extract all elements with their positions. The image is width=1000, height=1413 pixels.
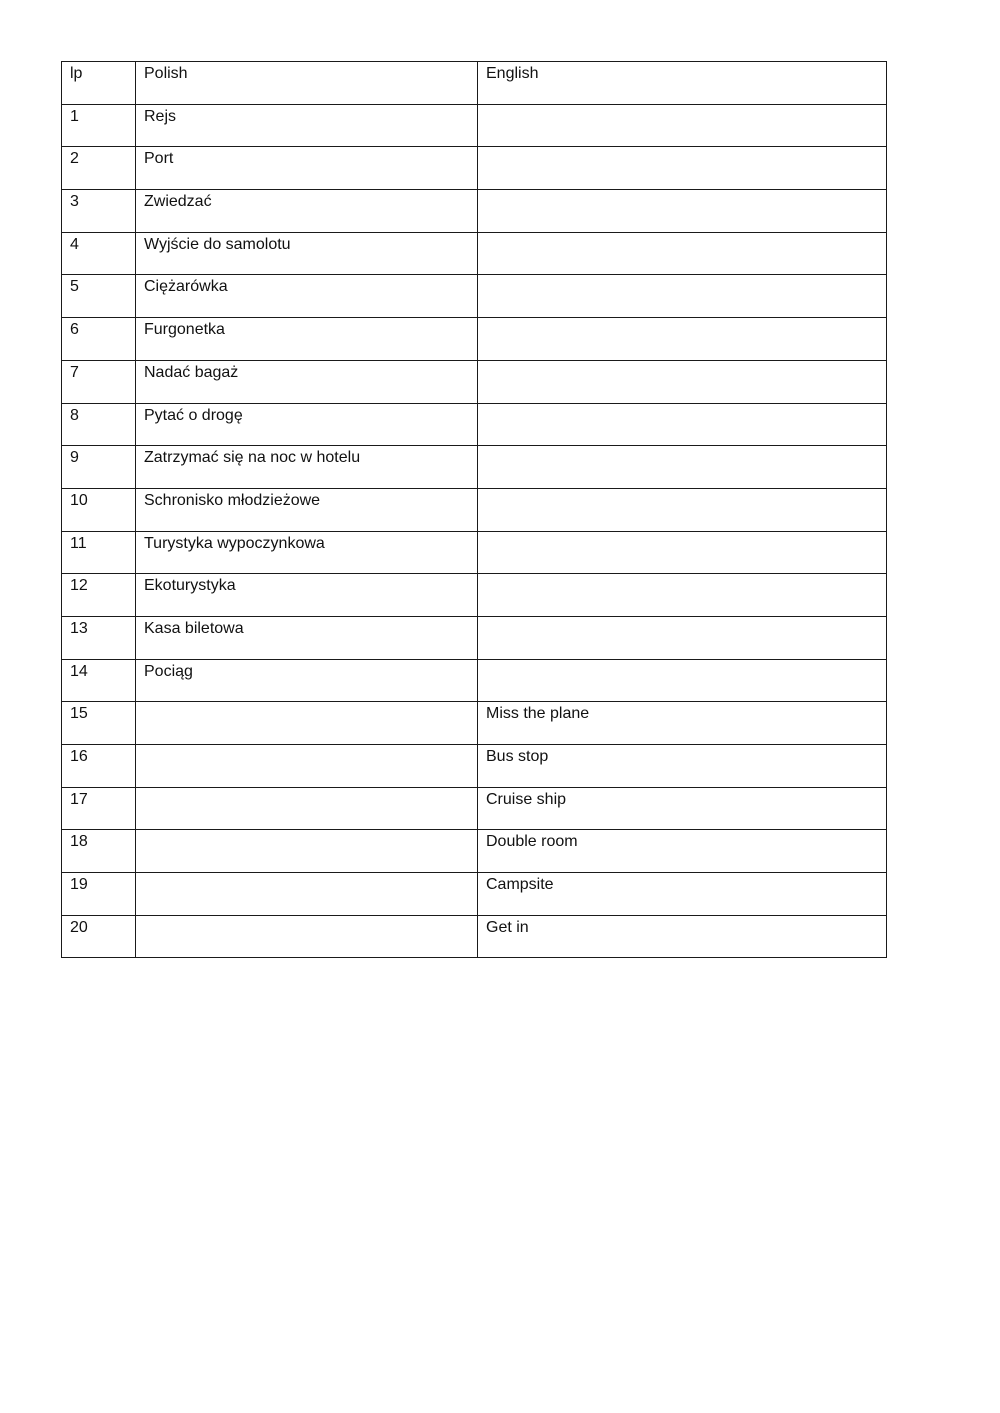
row-number-cell: 13: [62, 616, 136, 659]
table-header-row: [62, 62, 887, 105]
table-row: [62, 531, 887, 574]
polish-cell: Zatrzymać się na noc w hotelu: [136, 446, 478, 489]
table-row: [62, 104, 887, 147]
row-number-cell: 16: [62, 745, 136, 788]
row-number-cell: 18: [62, 830, 136, 873]
english-cell: Cruise ship: [478, 787, 887, 830]
english-cell[interactable]: [478, 318, 887, 361]
polish-cell: Kasa biletowa: [136, 616, 478, 659]
row-number-cell: 12: [62, 574, 136, 617]
table-row: [62, 360, 887, 403]
polish-cell: Nadać bagaż: [136, 360, 478, 403]
table-row: [62, 702, 887, 745]
header-lp: lp: [62, 62, 136, 105]
table-row: [62, 873, 887, 916]
english-cell: Double room: [478, 830, 887, 873]
table-row: [62, 318, 887, 361]
table-row: [62, 745, 887, 788]
table-row: [62, 659, 887, 702]
english-cell[interactable]: [478, 531, 887, 574]
english-cell[interactable]: [478, 403, 887, 446]
polish-cell: Furgonetka: [136, 318, 478, 361]
polish-cell[interactable]: [136, 745, 478, 788]
english-cell: Bus stop: [478, 745, 887, 788]
english-cell[interactable]: [478, 446, 887, 489]
row-number-cell: 20: [62, 915, 136, 958]
english-cell: Campsite: [478, 873, 887, 916]
row-number-cell: 14: [62, 659, 136, 702]
table-row: [62, 147, 887, 190]
row-number-cell: 4: [62, 232, 136, 275]
english-cell[interactable]: [478, 190, 887, 233]
header-english: English: [478, 62, 887, 105]
polish-cell: Schronisko młodzieżowe: [136, 488, 478, 531]
english-cell[interactable]: [478, 275, 887, 318]
english-cell[interactable]: [478, 232, 887, 275]
row-number-cell: 19: [62, 873, 136, 916]
row-number-cell: 2: [62, 147, 136, 190]
polish-cell: Rejs: [136, 104, 478, 147]
english-cell: Miss the plane: [478, 702, 887, 745]
english-cell: Get in: [478, 915, 887, 958]
polish-cell: Pociąg: [136, 659, 478, 702]
table-row: [62, 574, 887, 617]
table-body: [62, 104, 887, 958]
row-number-cell: 15: [62, 702, 136, 745]
english-cell[interactable]: [478, 616, 887, 659]
vocabulary-table: [61, 61, 887, 958]
polish-cell[interactable]: [136, 915, 478, 958]
row-number-cell: 3: [62, 190, 136, 233]
table-row: [62, 830, 887, 873]
table-row: [62, 190, 887, 233]
polish-cell: Ekoturystyka: [136, 574, 478, 617]
polish-cell: Ciężarówka: [136, 275, 478, 318]
table-row: [62, 488, 887, 531]
row-number-cell: 5: [62, 275, 136, 318]
english-cell[interactable]: [478, 147, 887, 190]
english-cell[interactable]: [478, 659, 887, 702]
polish-cell: Pytać o drogę: [136, 403, 478, 446]
polish-cell: Wyjście do samolotu: [136, 232, 478, 275]
polish-cell[interactable]: [136, 873, 478, 916]
polish-cell: Zwiedzać: [136, 190, 478, 233]
table-row: [62, 616, 887, 659]
row-number-cell: 7: [62, 360, 136, 403]
english-cell[interactable]: [478, 574, 887, 617]
polish-cell: Port: [136, 147, 478, 190]
polish-cell: Turystyka wypoczynkowa: [136, 531, 478, 574]
english-cell[interactable]: [478, 360, 887, 403]
row-number-cell: 11: [62, 531, 136, 574]
row-number-cell: 6: [62, 318, 136, 361]
english-cell[interactable]: [478, 104, 887, 147]
table-row: [62, 403, 887, 446]
row-number-cell: 8: [62, 403, 136, 446]
table-row: [62, 232, 887, 275]
header-polish: Polish: [136, 62, 478, 105]
row-number-cell: 1: [62, 104, 136, 147]
table-row: [62, 275, 887, 318]
row-number-cell: 10: [62, 488, 136, 531]
polish-cell[interactable]: [136, 830, 478, 873]
table-row: [62, 446, 887, 489]
polish-cell[interactable]: [136, 702, 478, 745]
table-row: [62, 787, 887, 830]
english-cell[interactable]: [478, 488, 887, 531]
row-number-cell: 17: [62, 787, 136, 830]
polish-cell[interactable]: [136, 787, 478, 830]
row-number-cell: 9: [62, 446, 136, 489]
table-row: [62, 915, 887, 958]
